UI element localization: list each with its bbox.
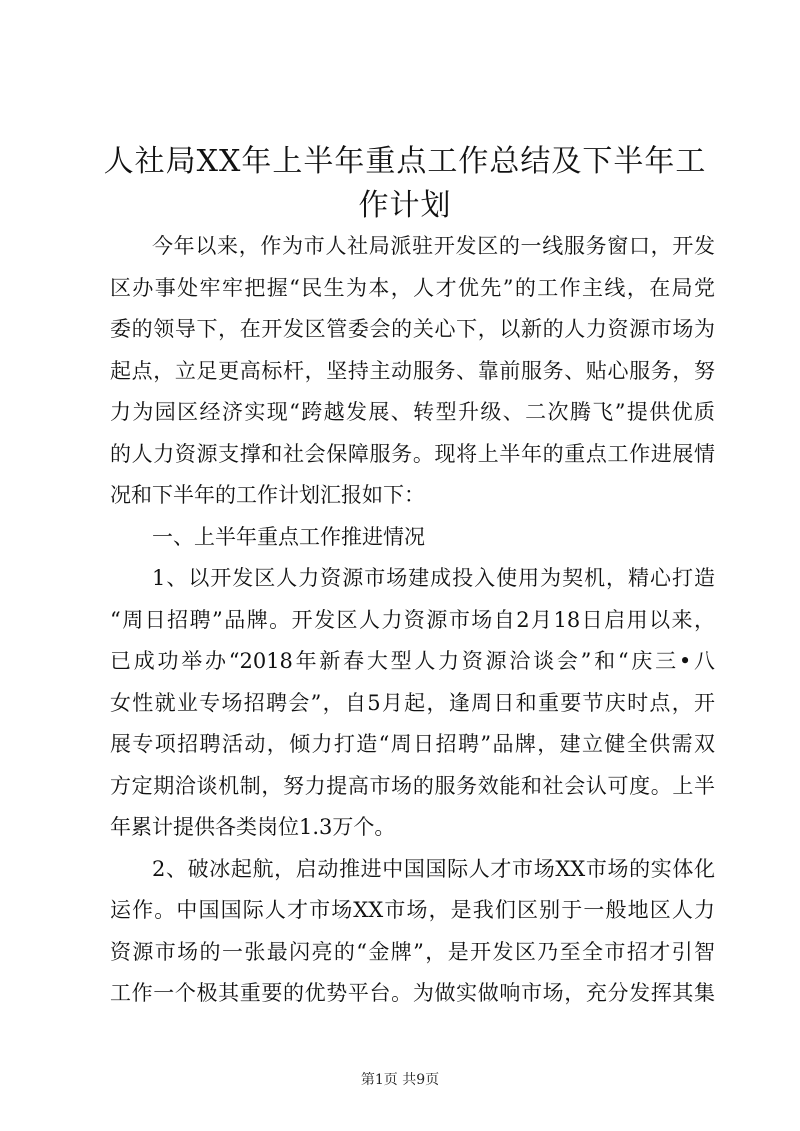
text-line: 已成功举办“2018年新春大型人力资源洽谈会”和“庆三•八 [110,649,715,673]
text-line: 区办事处牢牢把握“民生为本，人才优先”的工作主线，在局党 [110,275,715,300]
text-line: 况和下半年的工作计划汇报如下： [110,483,425,507]
document-body [110,226,715,1015]
text-line: 运作。中国国际人才市场XX市场，是我们区别于一般地区人力 [110,898,715,922]
text-line: 起点，立足更高标杆，坚持主动服务、靠前服务、贴心服务，努 [110,358,715,383]
text-line: 年累计提供各类岗位1.3万个。 [110,815,396,839]
text-line: “周日招聘”品牌。开发区人力资源市场自2月18日启用以来， [110,607,715,632]
section-heading-text: 一、上半年重点工作推进情况 [152,524,425,549]
text-line: 1、以开发区人力资源市场建成投入使用为契机，精心打造 [152,566,715,590]
paragraph-item-1 [110,558,715,849]
text-line: 2、破冰起航，启动推进中国国际人才市场XX市场的实体化 [152,856,715,881]
text-line: 工作一个极其重要的优势平台。为做实做响市场，充分发挥其集 [110,981,715,1005]
text-line: 今年以来，作为市人社局派驻开发区的一线服务窗口，开发 [152,234,715,258]
text-line: 展专项招聘活动，倾力打造“周日招聘”品牌，建立健全供需双 [110,732,715,756]
text-line: 力为园区经济实现“跨越发展、转型升级、二次腾飞”提供优质 [110,400,715,424]
section-heading [110,517,715,559]
text-line: 方定期洽谈机制，努力提高市场的服务效能和社会认可度。上半 [110,773,715,798]
paragraph-intro [110,226,715,517]
text-line: 资源市场的一张最闪亮的“金牌”，是开发区乃至全市招才引智 [110,939,715,964]
document-title [100,140,710,228]
paragraph-item-2 [110,849,715,1015]
text-line: 女性就业专场招聘会”，自5月起，逢周日和重要节庆时点，开 [110,690,715,715]
page-footer: 第1页 共9页 [360,1072,440,1088]
title-line-1: 人社局XX年上半年重点工作总结及下半年工 [103,144,707,179]
title-line-2: 作计划 [358,188,452,223]
text-line: 的人力资源支撑和社会保障服务。现将上半年的重点工作进展情 [110,441,715,466]
text-line: 委的领导下，在开发区管委会的关心下，以新的人力资源市场为 [110,317,715,341]
